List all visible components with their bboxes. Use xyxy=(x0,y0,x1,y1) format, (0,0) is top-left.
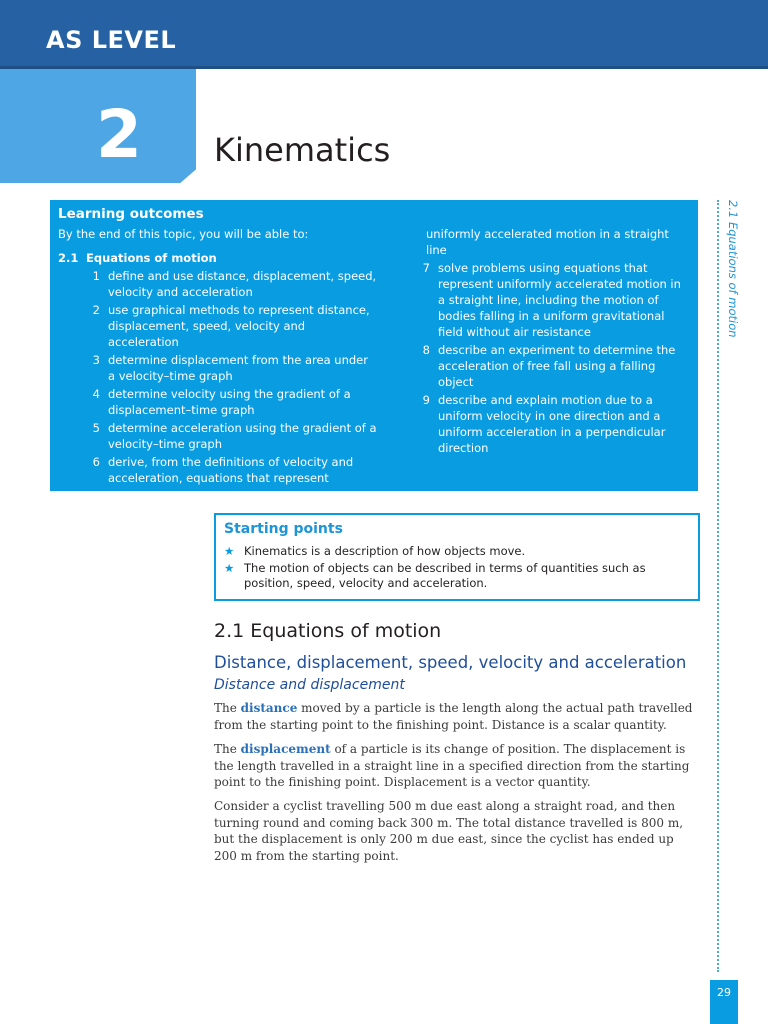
paragraph-cyclist-example: Consider a cyclist travelling 500 m due east along a straight road, and then turning round and coming back 300 m. The total distance travelled is 800 m, but the displacement is only 200 m due east, since the cyclist has ended up 200 m from the starting point. xyxy=(214,799,684,863)
starting-points-heading: Starting points xyxy=(224,521,343,537)
outcome-item: 2 use graphical methods to represent distance, displacement, speed, velocity and acceleration xyxy=(92,303,370,349)
star-icon: ★ xyxy=(224,561,235,575)
list-item: ★ Kinematics is a description of how objects move. xyxy=(224,544,526,558)
section-subheading: Distance, displacement, speed, velocity and acceleration xyxy=(214,653,687,672)
term-displacement: displacement xyxy=(240,742,331,756)
star-icon: ★ xyxy=(224,544,235,558)
starting-points-list xyxy=(224,544,694,593)
level-label: AS LEVEL xyxy=(46,26,177,54)
term-distance: distance xyxy=(240,701,298,715)
starting-points-box xyxy=(214,513,700,601)
paragraph-distance: The distance moved by a particle is the length along the actual path travelled from the starting point to the finishing point. Distance is a scalar quantity. xyxy=(214,701,693,732)
outcome-item: 4 determine velocity using the gradient of a displacement–time graph xyxy=(92,387,351,417)
outcome-item: 6 derive, from the definitions of velocity and acceleration, equations that represent xyxy=(92,455,354,485)
section-subsubheading: Distance and displacement xyxy=(214,677,405,693)
section-heading: 2.1 Equations of motion xyxy=(214,620,442,642)
outcome-item: 1 define and use distance, displacement, speed, velocity and acceleration xyxy=(92,269,377,299)
outcome-item: 8 describe an experiment to determine the acceleration of free fall using a falling object xyxy=(422,343,676,389)
side-divider xyxy=(717,200,719,972)
list-item: ★ The motion of objects can be described in terms of quantities such as position, speed, velocity and acceleration. xyxy=(224,561,646,590)
outcome-section-name: Equations of motion xyxy=(86,251,217,265)
learning-outcomes-right-column xyxy=(406,226,691,458)
side-running-head: 2.1 Equations of motion xyxy=(726,200,740,338)
chapter-number: 2 xyxy=(96,96,142,173)
chapter-title: Kinematics xyxy=(214,131,391,169)
learning-outcomes-heading: Learning outcomes xyxy=(58,206,204,222)
outcome-item: 9 describe and explain motion due to a uniform velocity in one direction and a uniform acceleration in a perpendicular direction xyxy=(422,393,666,455)
learning-outcomes-left-column xyxy=(58,250,378,488)
page-number: 29 xyxy=(710,980,738,1024)
outcome-item: 5 determine acceleration using the gradient of a velocity–time graph xyxy=(92,421,377,451)
outcome-item-continued: uniformly accelerated motion in a straight line xyxy=(426,227,669,257)
level-banner xyxy=(0,0,768,69)
outcome-section-title xyxy=(58,250,378,266)
outcome-item: 3 determine displacement from the area under a velocity–time graph xyxy=(92,353,368,383)
learning-outcomes-intro: By the end of this topic, you will be able to: xyxy=(58,227,309,241)
learning-outcomes-box xyxy=(50,200,698,491)
outcome-section-number: 2.1 xyxy=(58,251,79,265)
paragraph-displacement: The displacement of a particle is its change of position. The displacement is the length travelled in a straight line in a specified direction from the starting point to the finishing point. Displacement is a vector quantity. xyxy=(214,742,690,789)
outcome-item: 7 solve problems using equations that represent uniformly accelerated motion in a straight line, including the motion of bodies falling in a uniform gravitational field without air resistance xyxy=(422,261,681,339)
